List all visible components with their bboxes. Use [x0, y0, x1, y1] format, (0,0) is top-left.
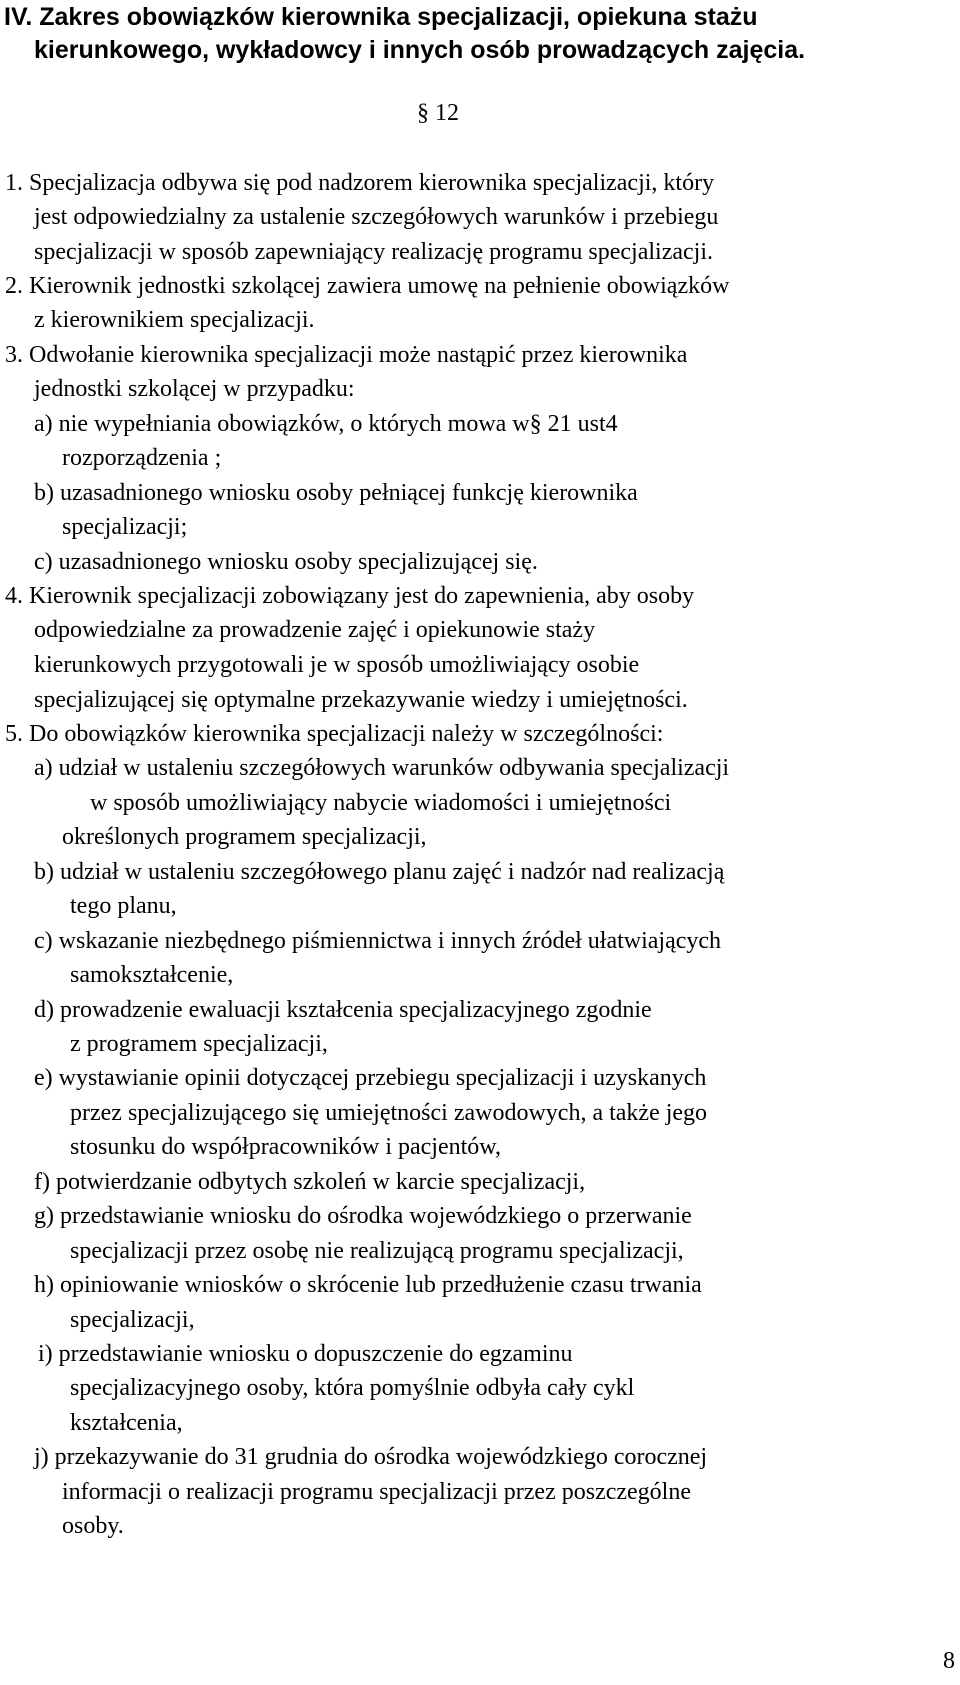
text-line: specjalizacji przez osobę nie realizującą programu specjalizacji,: [70, 1238, 684, 1264]
text-line: jednostki szkolącej w przypadku:: [34, 376, 355, 402]
text-line: z programem specjalizacji,: [70, 1031, 328, 1057]
section-heading-line-2: kierunkowego, wykładowcy i innych osób prowadzących zajęcia.: [34, 36, 806, 64]
text-line: specjalizacji,: [70, 1307, 195, 1333]
text-line: w sposób umożliwiający nabycie wiadomości i umiejętności: [90, 790, 672, 816]
text-line: specjalizacji w sposób zapewniający realizację programu specjalizacji.: [34, 239, 713, 265]
text-line: kształcenia,: [70, 1410, 183, 1436]
text-line: b) udział w ustaleniu szczegółowego planu zajęć i nadzór nad realizacją: [34, 859, 725, 885]
text-line: odpowiedzialne za prowadzenie zajęć i opiekunowie staży: [34, 617, 596, 643]
paragraph-mark: § 12: [417, 100, 459, 126]
text-line: j) przekazywanie do 31 grudnia do ośrodka wojewódzkiego corocznej: [34, 1444, 708, 1470]
text-line: określonych programem specjalizacji,: [62, 824, 427, 850]
text-line: h) opiniowanie wniosków o skrócenie lub przedłużenie czasu trwania: [34, 1272, 702, 1298]
text-line: specjalizacji;: [62, 514, 188, 540]
text-line: 3. Odwołanie kierownika specjalizacji może nastąpić przez kierownika: [5, 342, 688, 368]
text-line: i) przedstawianie wniosku o dopuszczenie do egzaminu: [38, 1341, 573, 1367]
text-line: 5. Do obowiązków kierownika specjalizacji należy w szczególności:: [5, 721, 664, 747]
text-line: samokształcenie,: [70, 962, 234, 988]
text-line: f) potwierdzanie odbytych szkoleń w karcie specjalizacji,: [34, 1169, 586, 1195]
text-line: osoby.: [62, 1513, 124, 1539]
text-line: 1. Specjalizacja odbywa się pod nadzorem kierownika specjalizacji, który: [5, 170, 715, 196]
text-line: e) wystawianie opinii dotyczącej przebiegu specjalizacji i uzyskanych: [34, 1065, 707, 1091]
text-line: 2. Kierownik jednostki szkolącej zawiera umowę na pełnienie obowiązków: [5, 273, 730, 299]
page-number: 8: [943, 1648, 955, 1674]
text-line: informacji o realizacji programu specjalizacji przez poszczególne: [62, 1479, 692, 1505]
text-line: a) nie wypełniania obowiązków, o których mowa w§ 21 ust4: [34, 411, 618, 437]
text-line: d) prowadzenie ewaluacji kształcenia specjalizacyjnego zgodnie: [34, 997, 652, 1023]
text-line: z kierownikiem specjalizacji.: [34, 307, 315, 333]
text-line: b) uzasadnionego wniosku osoby pełniącej funkcję kierownika: [34, 480, 638, 506]
text-line: c) wskazanie niezbędnego piśmiennictwa i innych źródeł ułatwiających: [34, 928, 722, 954]
text-line: jest odpowiedzialny za ustalenie szczegółowych warunków i przebiegu: [34, 204, 719, 230]
text-line: kierunkowych przygotowali je w sposób umożliwiający osobie: [34, 652, 640, 678]
text-line: specjalizującej się optymalne przekazywanie wiedzy i umiejętności.: [34, 687, 688, 713]
text-line: specjalizacyjnego osoby, która pomyślnie odbyła cały cykl: [70, 1375, 635, 1401]
text-line: przez specjalizującego się umiejętności zawodowych, a także jego: [70, 1100, 708, 1126]
text-line: tego planu,: [70, 893, 177, 919]
text-line: 4. Kierownik specjalizacji zobowiązany jest do zapewnienia, aby osoby: [5, 583, 695, 609]
text-line: a) udział w ustaleniu szczegółowych warunków odbywania specjalizacji: [34, 755, 730, 781]
text-line: c) uzasadnionego wniosku osoby specjalizującej się.: [34, 549, 538, 575]
text-line: stosunku do współpracowników i pacjentów,: [70, 1134, 502, 1160]
text-line: g) przedstawianie wniosku do ośrodka wojewódzkiego o przerwanie: [34, 1203, 692, 1229]
text-line: rozporządzenia ;: [62, 445, 222, 471]
section-heading-line-1: IV. Zakres obowiązków kierownika specjalizacji, opiekuna stażu: [4, 3, 758, 31]
